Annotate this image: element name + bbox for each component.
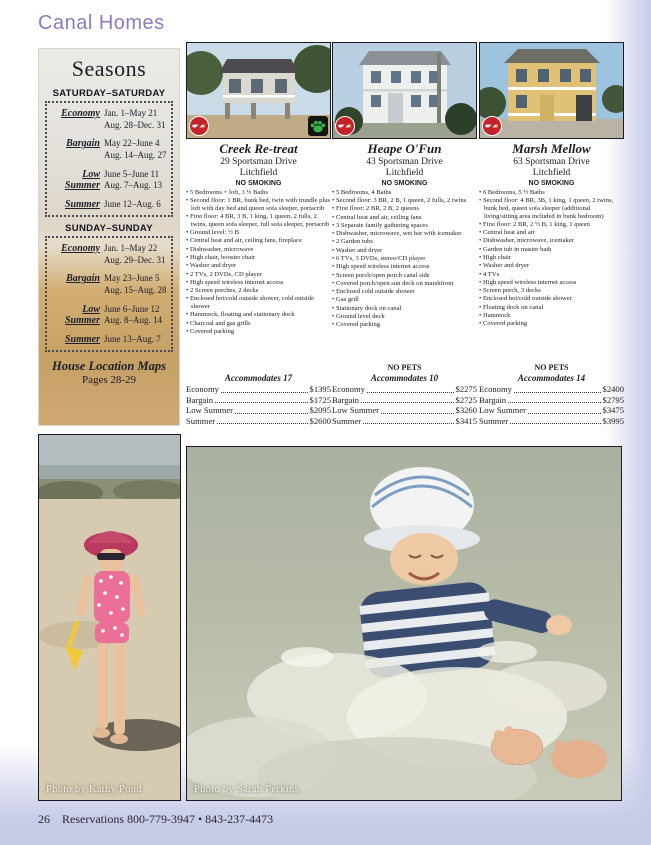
listing-address: 63 Sportsman Drive bbox=[513, 157, 590, 167]
accommodates-label: Accommodates 17 bbox=[224, 373, 293, 384]
season-label: Low Summer bbox=[64, 168, 100, 192]
feature-list bbox=[479, 189, 624, 329]
no-pets-label: NO PETS bbox=[387, 363, 422, 373]
season-row bbox=[50, 138, 168, 161]
feature-item: • Hammock bbox=[479, 312, 624, 320]
price-row bbox=[479, 416, 624, 426]
price-label: Bargain bbox=[332, 394, 360, 405]
feature-item: • Garden tub in master bath bbox=[479, 246, 624, 254]
season-label: Summer bbox=[64, 333, 100, 345]
dot-leader bbox=[361, 402, 453, 403]
season-dates: Jan. 1–May 22 Aug. 29–Dec. 31 bbox=[104, 242, 166, 265]
feature-item: • Covered parking bbox=[186, 328, 331, 336]
dot-leader bbox=[235, 413, 307, 414]
page-title: Canal Homes bbox=[38, 12, 165, 34]
season-section-heading: SUNDAY–SUNDAY bbox=[65, 222, 153, 234]
beach-girl-illustration bbox=[39, 435, 180, 800]
feature-list bbox=[332, 189, 477, 330]
listing-card-marsh-mellow bbox=[479, 42, 624, 426]
price-value: $1725 bbox=[309, 394, 331, 405]
feature-item: • Ground level: ½ B bbox=[186, 229, 331, 237]
listing-card-heape-ofun bbox=[332, 42, 477, 426]
paw-icon bbox=[308, 116, 328, 136]
feature-item: • Covered porch/open sun deck on marshfront bbox=[332, 280, 477, 288]
photo-caption: Photo by Kathy Pond bbox=[46, 784, 142, 795]
listing-footer bbox=[186, 373, 331, 426]
season-row bbox=[50, 169, 168, 192]
no-smoking-icon bbox=[189, 116, 209, 136]
price-label: Economy bbox=[186, 384, 219, 395]
price-list bbox=[479, 384, 624, 426]
accommodates-label: Accommodates 10 bbox=[370, 373, 439, 384]
price-value: $1395 bbox=[309, 384, 331, 395]
season-dates: June 13–Aug. 7 bbox=[104, 333, 161, 344]
season-dates: June 5–June 11 Aug. 7–Aug. 13 bbox=[104, 168, 162, 191]
price-row bbox=[186, 405, 331, 415]
listing-city: Litchfield bbox=[239, 167, 278, 178]
feature-list bbox=[186, 189, 331, 336]
beach-girl-photo bbox=[38, 434, 181, 801]
dot-leader bbox=[215, 402, 307, 403]
season-row bbox=[50, 334, 168, 346]
page-number: 26 bbox=[38, 812, 50, 826]
feature-item: • Hammock, floating and stationary dock bbox=[186, 311, 331, 319]
listing-name: Marsh Mellow bbox=[512, 141, 591, 156]
feature-item: • High speed wireless internet access bbox=[186, 279, 331, 287]
price-row bbox=[479, 395, 624, 405]
accommodates-label: Accommodates 14 bbox=[517, 373, 586, 384]
photo-caption: Photo by Sarah Perkins bbox=[194, 784, 299, 795]
seasons-panel bbox=[38, 48, 180, 426]
feature-item: • High speed wireless internet access bbox=[332, 263, 477, 271]
price-row bbox=[479, 405, 624, 415]
feature-item: • Dishwasher, microwave, wet bar with icemaker bbox=[332, 230, 477, 238]
season-dates: June 6–June 12 Aug. 8–Aug. 14 bbox=[104, 303, 162, 326]
dot-leader bbox=[367, 392, 454, 393]
feature-item: • Second floor: 3 BR, 2 B, 1 queen, 2 fulls, 2 twins bbox=[332, 197, 477, 205]
feature-item: • Second floor: 1 BR, bunk bed, twin with trundle plus loft with day bed and queen sofa sleeper, portacrib bbox=[186, 197, 331, 213]
house-location-maps-note: House Location Maps Pages 28-29 bbox=[52, 358, 166, 386]
listing-city: Litchfield bbox=[385, 167, 424, 178]
price-row bbox=[332, 384, 477, 394]
price-label: Bargain bbox=[186, 394, 214, 405]
page-footer bbox=[38, 812, 273, 827]
price-label: Economy bbox=[332, 384, 365, 395]
price-row bbox=[332, 416, 477, 426]
season-label: Economy bbox=[61, 108, 100, 119]
feature-item: • 2 Screen porches, 2 decks bbox=[186, 287, 331, 295]
price-value: $2275 bbox=[455, 384, 477, 395]
listing-footer bbox=[479, 363, 624, 426]
dot-leader bbox=[217, 423, 307, 424]
listing-city: Litchfield bbox=[532, 167, 571, 178]
price-label: Low Summer bbox=[479, 405, 527, 416]
reservations-line: Reservations 800-779-3947 • 843-237-4473 bbox=[62, 812, 274, 826]
surf-toddler-illustration bbox=[187, 447, 621, 800]
feature-item: • Second floor: 4 BR, 3B, 1 king, 1 queen, 2 twins, bunk bed, queen sofa sleeper (additional living/sitting area included in bunk bedroom) bbox=[479, 197, 624, 220]
season-label: Low Summer bbox=[64, 303, 100, 327]
price-value: $3260 bbox=[455, 405, 477, 416]
feature-item: • 6 Bedrooms, 5 ½ Baths bbox=[479, 189, 624, 197]
price-label: Bargain bbox=[479, 394, 507, 405]
season-dates: June 12–Aug. 6 bbox=[104, 199, 161, 210]
feature-item: • 3 Separate family gathering spaces bbox=[332, 222, 477, 230]
price-row bbox=[332, 405, 477, 415]
price-value: $3415 bbox=[455, 415, 477, 426]
feature-item: • First floor: 2 BR, 2 ½ B, 1 king, 1 queen bbox=[479, 221, 624, 229]
season-label: Economy bbox=[61, 242, 100, 254]
dot-leader bbox=[508, 402, 600, 403]
feature-item: • High chair bbox=[479, 254, 624, 262]
dot-leader bbox=[363, 423, 453, 424]
season-row bbox=[50, 199, 168, 211]
listing-address: 43 Sportsman Drive bbox=[366, 157, 443, 167]
price-row bbox=[186, 384, 331, 394]
price-value: $2600 bbox=[309, 415, 331, 426]
price-label: Summer bbox=[186, 415, 216, 426]
listing-address: 29 Sportsman Drive bbox=[220, 157, 297, 167]
price-value: $3995 bbox=[602, 415, 624, 426]
feature-item: • Dishwasher, microwave, icemaker bbox=[479, 237, 624, 245]
feature-item: • Gas grill bbox=[332, 296, 477, 304]
listing-card-creek-retreat bbox=[186, 42, 331, 426]
feature-item: • 5 Bedrooms, 4 Baths bbox=[332, 189, 477, 197]
dot-leader bbox=[510, 423, 600, 424]
price-value: $2795 bbox=[602, 394, 624, 405]
feature-item: • Screen porch, 3 decks bbox=[479, 287, 624, 295]
no-smoking-label: NO SMOKING bbox=[528, 179, 575, 187]
feature-item: • 6 TVs, 3 DVDs, stereo/CD player bbox=[332, 255, 477, 263]
season-dates: May 22–June 4 Aug. 14–Aug. 27 bbox=[104, 138, 167, 161]
price-list bbox=[332, 384, 477, 426]
feature-item: • High chair, booster chair bbox=[186, 254, 331, 262]
feature-item: • Stationary dock on canal bbox=[332, 305, 477, 313]
feature-item: • Enclosed hot/cold outside shower, cold outside shower bbox=[186, 295, 331, 311]
no-pets-label: NO PETS bbox=[534, 363, 569, 373]
season-label: Bargain bbox=[66, 138, 100, 150]
dot-leader bbox=[381, 413, 453, 414]
price-label: Low Summer bbox=[332, 405, 380, 416]
dot-leader bbox=[514, 392, 601, 393]
no-smoking-label: NO SMOKING bbox=[235, 179, 282, 187]
feature-item: • Screen porch/open porch canal side bbox=[332, 272, 477, 280]
dot-leader bbox=[221, 392, 308, 393]
feature-item: • 4 TVs bbox=[479, 271, 624, 279]
price-value: $2095 bbox=[309, 405, 331, 416]
feature-item: • 2 TVs, 2 DVDs, CD player bbox=[186, 271, 331, 279]
feature-item: • First floor: 4 BR, 3 B, 1 king, 1 queen, 2 fulls, 2 twins, queen sofa sleeper, full sofa sleeper, portacrib bbox=[186, 213, 331, 229]
feature-item: • First floor: 2 BR, 2 B, 2 queens bbox=[332, 205, 477, 213]
feature-item: • Central heat and air bbox=[479, 229, 624, 237]
season-row bbox=[50, 108, 168, 131]
feature-item: • Charcoal and gas grills bbox=[186, 320, 331, 328]
price-label: Summer bbox=[479, 415, 509, 426]
seasons-title: Seasons bbox=[71, 56, 147, 81]
feature-item: • Central heat and air, ceiling fans, fireplace bbox=[186, 237, 331, 245]
price-label: Summer bbox=[332, 415, 362, 426]
season-row bbox=[50, 304, 168, 327]
price-list bbox=[186, 384, 331, 426]
listing-photo bbox=[186, 42, 331, 139]
price-value: $3475 bbox=[602, 405, 624, 416]
feature-item: • Washer and dryer bbox=[186, 262, 331, 270]
listing-photo bbox=[479, 42, 624, 139]
no-smoking-label: NO SMOKING bbox=[381, 179, 428, 187]
season-row bbox=[50, 273, 168, 296]
listing-name: Creek Re-treat bbox=[219, 141, 298, 156]
feature-item: • Enclosed hot/cold outside shower bbox=[479, 295, 624, 303]
price-row bbox=[186, 416, 331, 426]
feature-item: • Floating dock on canal bbox=[479, 304, 624, 312]
feature-item: • Washer and dryer bbox=[332, 247, 477, 255]
feature-item: • High speed wireless internet access bbox=[479, 279, 624, 287]
price-row bbox=[479, 384, 624, 394]
feature-item: • Dishwasher, microwave bbox=[186, 246, 331, 254]
no-smoking-icon bbox=[335, 116, 355, 136]
feature-item: • 2 Garden tubs bbox=[332, 238, 477, 246]
dot-leader bbox=[528, 413, 600, 414]
feature-item: • Covered parking bbox=[332, 321, 477, 329]
price-value: $2400 bbox=[602, 384, 624, 395]
season-label: Bargain bbox=[66, 273, 100, 285]
listing-footer bbox=[332, 363, 477, 426]
feature-item: • Ground level deck bbox=[332, 313, 477, 321]
feature-item: • 5 Bedrooms + loft, 3 ½ Baths bbox=[186, 189, 331, 197]
season-dates: Jan. 1–May 21 Aug. 28–Dec. 31 bbox=[104, 108, 166, 130]
no-smoking-icon bbox=[482, 116, 502, 136]
season-box-sunday bbox=[45, 236, 173, 352]
surf-toddler-photo bbox=[186, 446, 622, 801]
price-label: Low Summer bbox=[186, 405, 234, 416]
price-row bbox=[332, 395, 477, 405]
price-value: $2725 bbox=[455, 394, 477, 405]
season-label: Summer bbox=[64, 199, 100, 211]
price-row bbox=[186, 395, 331, 405]
feature-item: • Washer and dryer bbox=[479, 262, 624, 270]
price-label: Economy bbox=[479, 384, 512, 395]
listing-photo bbox=[332, 42, 477, 139]
feature-item: • Covered parking bbox=[479, 320, 624, 328]
season-row bbox=[50, 243, 168, 266]
feature-item: • Enclosed cold outside shower bbox=[332, 288, 477, 296]
season-box-saturday bbox=[45, 101, 173, 217]
listing-name: Heape O'Fun bbox=[367, 141, 442, 156]
season-section-heading: SATURDAY–SATURDAY bbox=[52, 88, 166, 99]
feature-item: • Central heat and air, ceiling fans bbox=[332, 214, 477, 222]
season-dates: May 23–June 5 Aug. 15–Aug. 28 bbox=[104, 273, 167, 295]
